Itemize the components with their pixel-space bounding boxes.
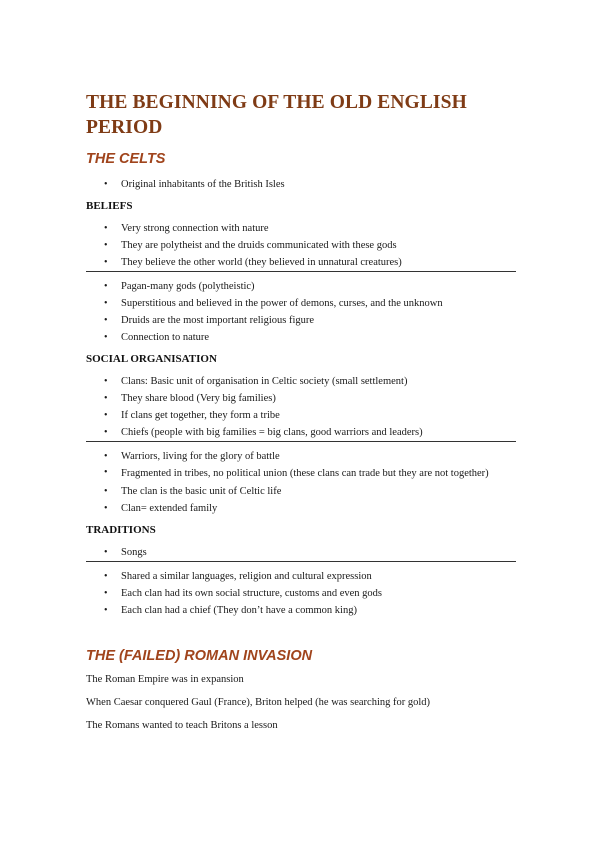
list-item: • Superstitious and believed in the power of demons, curses, and the unknown [86,295,516,312]
traditions-list-b [86,568,516,619]
list-item: • Songs [86,544,516,561]
list-item: • Each clan had its own social structure, customs and even gods [86,585,516,602]
paragraph: When Caesar conquered Gaul (France), Briton helped (he was searching for gold) [86,697,431,708]
subheading-beliefs: BELIEFS [86,200,133,212]
list-item: • Each clan had a chief (They don’t have a common king) [86,602,516,619]
list-item: • If clans get together, they form a tribe [86,407,516,424]
list-item: • Warriors, living for the glory of battle [86,448,516,465]
document-page [86,90,516,742]
traditions-list-a [86,544,516,562]
paragraph: The Roman Empire was in expansion [86,674,244,685]
list-item: • Clan= extended family [86,500,516,517]
subheading-social-organisation: SOCIAL ORGANISATION [86,353,217,365]
subheading-traditions: TRADITIONS [86,524,156,536]
list-item: • Shared a similar languages, religion and cultural expression [86,568,516,585]
list-item: • Very strong connection with nature [86,220,516,237]
list-item: • Connection to nature [86,329,516,346]
list-item: • They believe the other world (they believed in unnatural creatures) [86,254,516,271]
beliefs-list-b [86,278,516,346]
list-item: • Fragmented in tribes, no political union (these clans can trade but they are not together) [86,465,516,483]
list-item: • Pagan-many gods (polytheistic) [86,278,516,295]
list-item: • Original inhabitants of the British Isles [86,176,516,193]
paragraph: The Romans wanted to teach Britons a lesson [86,720,278,731]
list-item: • They are polytheist and the druids communicated with these gods [86,237,516,254]
beliefs-list-a [86,220,516,272]
section-spacer [86,625,516,647]
document-title: THE BEGINNING OF THE OLD ENGLISH PERIOD [86,92,467,138]
list-item: • Druids are the most important religious figure [86,312,516,329]
list-item: • They share blood (Very big families) [86,390,516,407]
social-list-b [86,448,516,517]
list-item: • Chiefs (people with big families = big clans, good warriors and leaders) [86,424,516,441]
section-heading-roman-invasion: THE (FAILED) ROMAN INVASION [86,648,313,664]
section-heading-celts: THE CELTS [86,151,166,167]
list-item: • Clans: Basic unit of organisation in Celtic society (small settlement) [86,373,516,390]
list-item: • The clan is the basic unit of Celtic life [86,483,516,500]
celts-intro-list [86,176,516,193]
social-list-a [86,373,516,442]
